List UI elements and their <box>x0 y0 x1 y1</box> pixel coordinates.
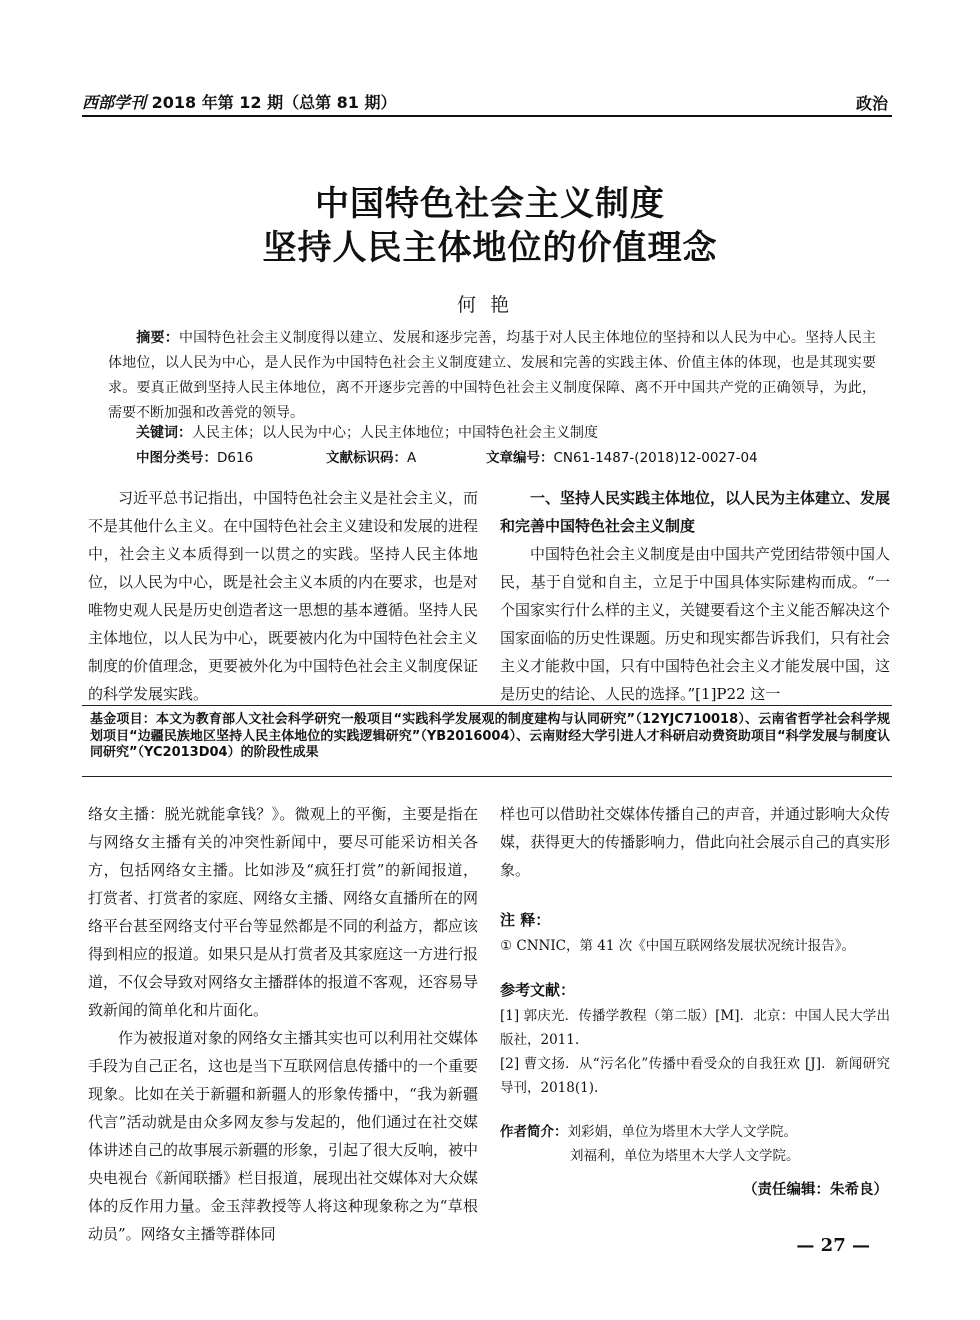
clc-value: D616 <box>217 450 254 466</box>
fund-note: 基金项目：本文为教育部人文社会科学研究一般项目“实践科学发展观的制度建构与认同研究”（12YJC710018）、云南省哲学社会科学规划项目“边疆民族地区坚持人民主体地位的实践逻辑研究”（YB2016004）、云南财经大学引进人才科研启动费资助项目“科学发展与制度认同研究”（YC2013D04）的阶段性成果 <box>90 712 890 760</box>
author-bio-1: 刘彩娟，单位为塔里木大学人文学院。 <box>567 1124 797 1140</box>
references-heading: 参考文献： <box>500 981 576 999</box>
keywords-label: 关键词： <box>136 425 192 441</box>
document-code <box>326 446 416 466</box>
note-1: ① CNNIC，第 41 次《中国互联网络发展状况统计报告》。 <box>500 938 856 954</box>
header-rule <box>82 115 892 117</box>
footnote-rule-top <box>82 705 892 706</box>
continued-paragraph: 络女主播：脱光就能拿钱？》。微观上的平衡，主要是指在与网络女主播有关的冲突性新闻中，要尽可能采访相关各方，包括网络女主播。比如涉及“疯狂打赏”的新闻报道，打赏者、打赏者的家庭、网络女主播、网络女直播所在的网络平台甚至网络支付平台等显然都是不同的利益方，都应该得到相应的报道。如果只是从打赏者及其家庭这一方进行报道，不仅会导致对网络女主播群体的报道不客观，还容易导致新闻的简单化和片面化。 <box>88 805 479 1019</box>
author-bio-2: 刘福利，单位为塔里木大学人文学院。 <box>570 1148 800 1164</box>
journal-name: 西部学刊 <box>82 93 147 112</box>
upper-left-column <box>88 484 478 708</box>
author-bio <box>500 1120 890 1144</box>
keywords-text: 人民主体；以人民为中心；人民主体地位；中国特色社会主义制度 <box>192 425 598 441</box>
intro-paragraph: 习近平总书记指出，中国特色社会主义是社会主义，而不是其他什么主义。在中国特色社会主义建设和发展的进程中，社会主义本质得到一以贯之的实践。坚持人民主体地位，以人民为中心，既是社会主义本质的内在要求，也是对唯物史观人民是历史创造者这一思想的基本遵循。坚持人民主体地位，以人民为中心，既要被内化为中国特色社会主义制度的价值理念，更要被外化为中国特色社会主义制度保证的科学发展实践。 <box>88 489 479 703</box>
keywords <box>136 422 598 442</box>
responsible-editor: （责任编辑：朱希良） <box>743 1181 888 1198</box>
doc-code-value: A <box>407 450 417 466</box>
article-number <box>486 446 758 466</box>
reference-1: [1] 郭庆光．传播学教程（第二版）[M]．北京：中国人民大学出版社，2011. <box>500 1008 890 1048</box>
abstract <box>108 326 876 426</box>
title-line-1: 中国特色社会主义制度 <box>315 184 665 224</box>
clc-label: 中图分类号： <box>136 450 217 466</box>
article-number-value: CN61-1487-(2018)12-0027-04 <box>553 450 758 466</box>
abstract-text: 中国特色社会主义制度得以建立、发展和逐步完善，均基于对人民主体地位的坚持和以人民为中心。坚持人民主体地位，以人民为中心，是人民作为中国特色社会主义制度建立、发展和完善的实践主体、价值主体的体现，也是其现实要求。要真正做到坚持人民主体地位，离不开逐步完善的中国特色社会主义制度保障、离不开中国共产党的正确领导，为此，需要不断加强和改善党的领导。 <box>108 330 877 421</box>
running-header <box>82 90 397 113</box>
footnote-rule-bottom <box>82 776 892 777</box>
issue-info: 2018 年第 12 期（总第 81 期） <box>151 93 397 112</box>
article-title <box>0 182 980 270</box>
section-heading-1: 一、坚持人民实践主体地位，以人民为主体建立、发展和完善中国特色社会主义制度 <box>500 489 891 535</box>
clc-number <box>136 446 253 466</box>
doc-code-label: 文献标识码： <box>326 450 407 466</box>
author-bio-label: 作者简介： <box>500 1124 568 1140</box>
page-number: — 27 — <box>796 1235 870 1256</box>
author-name: 何艳 <box>456 294 523 316</box>
continued-paragraph-right: 样也可以借助社交媒体传播自己的声音，并通过影响大众传媒，获得更大的传播影响力，借此向社会展示自己的真实形象。 <box>500 805 891 879</box>
lower-left-column <box>88 800 478 1248</box>
reference-2: [2] 曹文扬．从“污名化”传播中看受众的自我狂欢 [J]．新闻研究导刊，2018(1). <box>500 1056 890 1096</box>
lower-right-column <box>500 800 890 1168</box>
notes-heading: 注 释： <box>500 911 551 929</box>
paragraph-social-media: 作为被报道对象的网络女主播其实也可以利用社交媒体手段为自己正名，这也是当下互联网信息传播中的一个重要现象。比如在关于新疆和新疆人的形象传播中，“我为新疆代言”活动就是由众多网友参与发起的，他们通过在社交媒体讲述自己的故事展示新疆的形象，引起了很大反响，被中央电视台《新闻联播》栏目报道，展现出社交媒体对大众媒体的反作用力量。金玉萍教授等人将这种现象称之为“草根动员”。网络女主播等群体同 <box>88 1029 479 1243</box>
upper-right-column <box>500 484 890 708</box>
abstract-label: 摘要： <box>136 330 179 346</box>
section-label: 政治 <box>855 94 888 113</box>
article-number-label: 文章编号： <box>486 450 554 466</box>
title-line-2: 坚持人民主体地位的价值理念 <box>262 228 718 268</box>
section-1-paragraph: 中国特色社会主义制度是由中国共产党团结带领中国人民，基于自觉和自主，立足于中国具体实际建构而成。“一个国家实行什么样的主义，关键要看这个主义能否解决这个国家面临的历史性课题。历史和现实都告诉我们，只有社会主义才能救中国，只有中国特色社会主义才能发展中国，这是历史的结论、人民的选择。”[1]P22 这一 <box>500 545 891 703</box>
